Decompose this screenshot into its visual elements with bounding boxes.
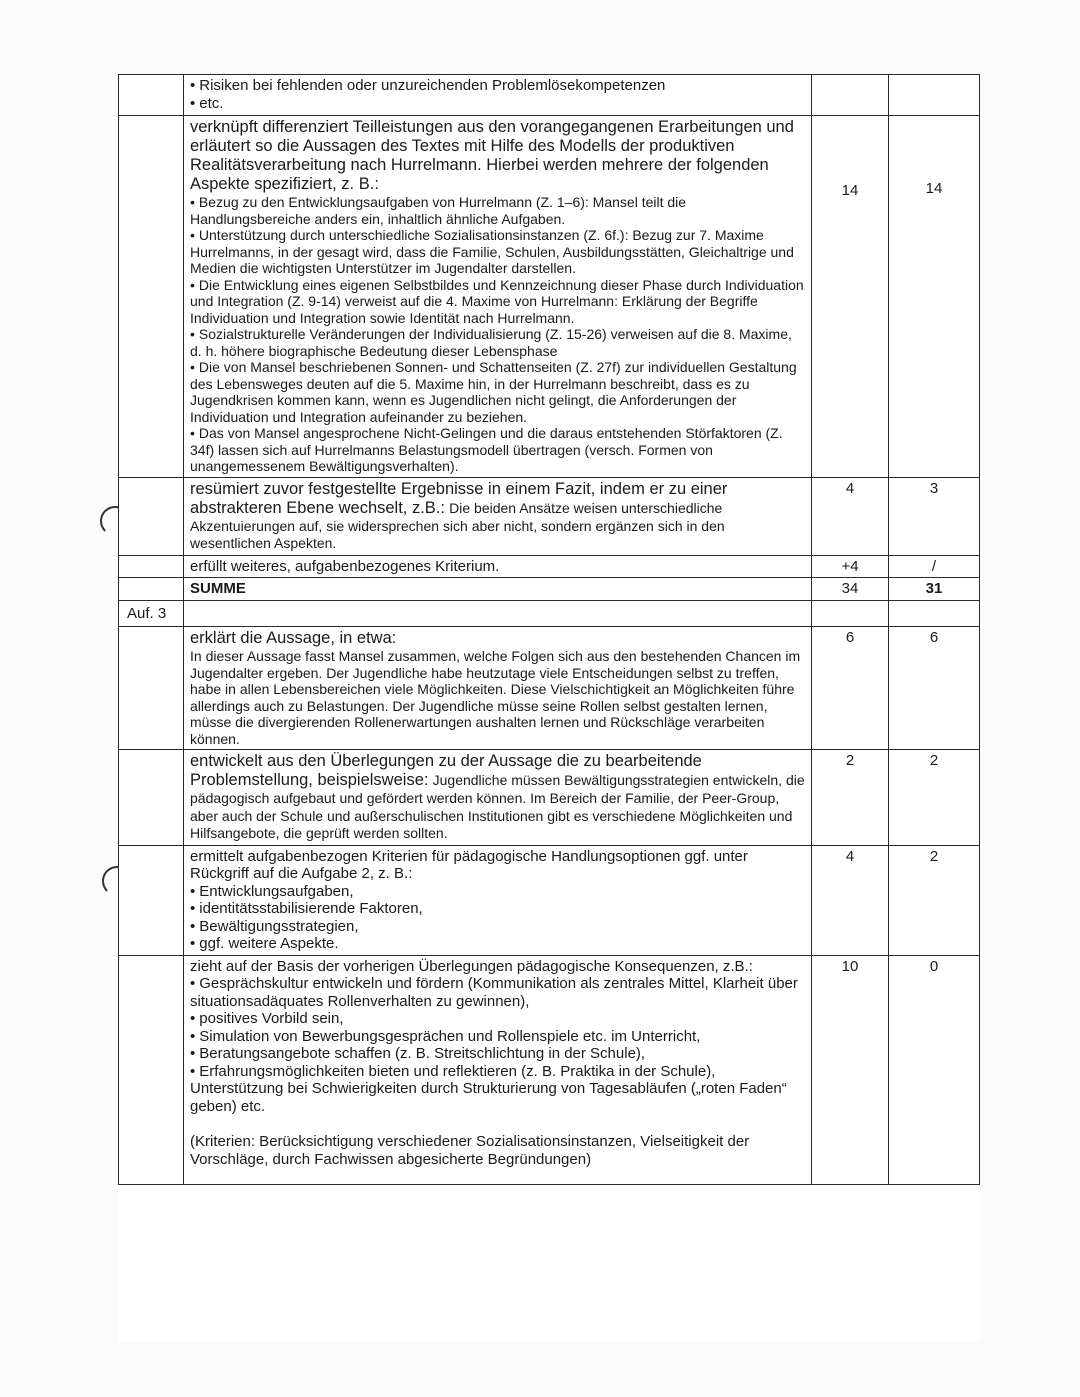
list-item: • Bezug zu den Entwicklungsaufgaben von Hurrelmann (Z. 1–6): Mansel teilt die Handlungsbereiche anders ein, inhaltlich ähnliche Aufgaben. [190,194,687,227]
criterion-intro: resümiert zuvor festgestellte Ergebnisse in einem Fazit, indem er zu einer abstrakteren Ebene wechselt, z.B.: [190,479,728,517]
max-points-cell: 10 [812,955,889,1185]
max-points-cell [812,75,889,116]
list-item: • Erfahrungsmöglichkeiten bieten und reflektieren (z. B. Praktika in der Schule), Unterstützung bei Schwierigkeiten durch Strukturierung von Tagesabläufen („roten Faden“ geben) etc. [190,1062,787,1115]
list-item: • Die von Mansel beschriebenen Sonnen- und Schattenseiten (Z. 27f) zur individuellen Gestaltung des Lebensweges deuten auf die 5. Maxime hin, in der Hurrelmann beschreibt, dass es zu Jugendkrisen kommen kann, wenn es Jugendlichen nicht gelingt, die Anforderungen der Individuation und Integration aufeinander zu beziehen. [190,359,797,425]
list-item: • Entwicklungsaufgaben, [190,882,354,900]
criterion-intro: erklärt die Aussage, in etwa: [190,629,397,647]
criterion-cell [184,845,812,955]
criterion-example: Die beiden Ansätze weisen unterschiedliche Akzentuierungen auf, sie widersprechen sich aber nicht, sondern ergänzen sich in den wesentlichen Aspekten. [190,499,725,551]
criterion-intro: ermittelt aufgabenbezogen Kriterien für pädagogische Handlungsoptionen ggf. unter Rückgriff auf die Aufgabe 2, z. B.: [190,847,748,882]
task-label-cell: Auf. 3 [119,600,184,627]
list-item: • Gesprächskultur entwickeln und fördern (Kommunikation als zentrales Mittel, Klarheit über situationsadäquates Rollenverhalten zu gewinnen), [190,975,798,1010]
score-cell: 2 [889,750,980,846]
criterion-cell [184,600,812,627]
list-item: • identitätsstabilisierende Faktoren, [190,900,423,917]
table-row [119,477,980,555]
score-cell: / [889,555,980,578]
list-item: • Risiken bei fehlenden oder unzureichenden Problemlösekompetenzen [190,77,666,94]
task-cell [119,955,184,1185]
score-cell [889,75,980,116]
list-item: • ggf. weitere Aspekte. [190,935,339,952]
criterion-cell [184,750,812,846]
list-item: • Bewältigungsstrategien, [190,917,359,935]
list-item: • Unterstützung durch unterschiedliche Sozialisationsinstanzen (Z. 6f.): Bezug zur 7. Maxime Hurrelmanns, in der gesagt wird, dass die Familie, Schulen, Ausbildungsstätten, Gleichaltrige und Medien die wichtigsten Unterstützer im Jugendalter darstellen. [190,227,794,276]
task-cell [119,116,184,478]
task-cell [119,845,184,955]
table-row [119,627,980,750]
criterion-cell [184,955,812,1185]
sum-label-cell: SUMME [184,578,812,601]
list-item: • etc. [190,94,224,112]
max-points-cell: 4 [812,845,889,955]
table-row [119,600,980,627]
table-row [119,75,980,116]
task-cell [119,627,184,750]
criterion-cell: erfüllt weiteres, aufgabenbezogenes Kriterium. [184,555,812,578]
score-cell: 0 [889,955,980,1185]
max-points-cell: 6 [812,627,889,750]
list-item: • Beratungsangebote schaffen (z. B. Streitschlichtung in der Schule), [190,1045,646,1062]
task-cell [119,750,184,846]
max-points-cell [812,600,889,627]
table-row [119,578,980,601]
criteria-note: (Kriterien: Berücksichtigung verschiedener Sozialisationsinstanzen, Vielseitigkeit der Vorschläge, durch Fachwissen abgesicherte Begründungen) [190,1133,750,1168]
score-cell: 6 [889,627,980,750]
task-cell [119,555,184,578]
table-row [119,116,980,478]
max-points-cell: +4 [812,555,889,578]
criterion-cell [184,627,812,750]
table-row [119,845,980,955]
grading-sheet [118,74,980,1342]
list-item: • Das von Mansel angesprochene Nicht-Gelingen und die daraus entstehenden Störfaktoren (Z. 34f) lassen sich auf Hurrelmanns Belastungsmodell übertragen (versch. Formen von unangemessenem Bewältigungsverhalten). [190,425,783,474]
task-cell [119,75,184,116]
criterion-cell [184,75,812,116]
score-cell: 2 [889,845,980,955]
criterion-example: Jugendliche müssen Bewältigungsstrategien entwickeln, die pädagogisch aufgebaut und gefördert werden können. Im Bereich der Familie, der Peer-Group, aber auch der Schule und außerschulischen Institutionen gibt es verschiedene Möglichkeiten und Hilfsangebote, die geprüft werden sollten. [190,772,805,841]
score-cell [889,600,980,627]
score-cell: 3 [889,477,980,555]
table-row [119,955,980,1185]
max-points-sum-cell: 34 [812,578,889,601]
task-cell [119,477,184,555]
list-item: • Die Entwicklung eines eigenen Selbstbildes und Kennzeichnung dieser Phase durch Individuation und Integration (Z. 9-14) verweist auf die 4. Maxime von Hurrelmann: Erklärung der Begriffe Individuation und Integration sowie Identität nach Hurrelmann. [190,276,804,326]
list-item: • Sozialstrukturelle Veränderungen der Individualisierung (Z. 15-26) verweisen auf die 8. Maxime, d. h. höhere biographische Bedeutung dieser Lebensphase [190,326,792,359]
score-sum-cell: 31 [889,578,980,601]
score-cell: 14 [889,116,980,478]
criterion-intro: verknüpft differenziert Teilleistungen aus den vorangegangenen Erarbeitungen und erläutert so die Aussagen des Textes mit Hilfe des Modells der produktiven Realitätsverarbeitung nach Hurrelmann. Hierbei werden mehrere der folgenden Aspekte spezifiziert, z. B.: [190,118,794,193]
task-cell [119,578,184,601]
criterion-example: In dieser Aussage fasst Mansel zusammen, welche Folgen sich aus den bestehenden Chancen im Jugendalter ergeben. Der Jugendliche habe heutzutage viele Entscheidungen selbst zu treffen, habe in allen Lebensbereichen viele Möglichkeiten. Diese Vielschichtigkeit an Möglichkeiten führe allerdings auch zu Belastungen. Der Jugendliche müsse seine Rollen selbst gestalten lernen, müsse die divergierenden Rollenerwartungen aushalten lernen und Rückschläge verarbeiten können. [190,648,801,747]
max-points-cell: 4 [812,477,889,555]
max-points-cell: 14 [812,116,889,478]
list-item: • Simulation von Bewerbungsgesprächen und Rollenspiele etc. im Unterricht, [190,1027,701,1045]
list-item: • positives Vorbild sein, [190,1010,344,1027]
criterion-cell [184,477,812,555]
table-row [119,555,980,578]
max-points-cell: 2 [812,750,889,846]
criterion-cell [184,116,812,478]
grading-table [118,74,980,1185]
criterion-intro: zieht auf der Basis der vorherigen Überlegungen pädagogische Konsequenzen, z.B.: [190,957,753,975]
criterion-intro: entwickelt aus den Überlegungen zu der Aussage die zu bearbeitende Problemstellung, beispielsweise: [190,752,702,789]
table-row [119,750,980,846]
